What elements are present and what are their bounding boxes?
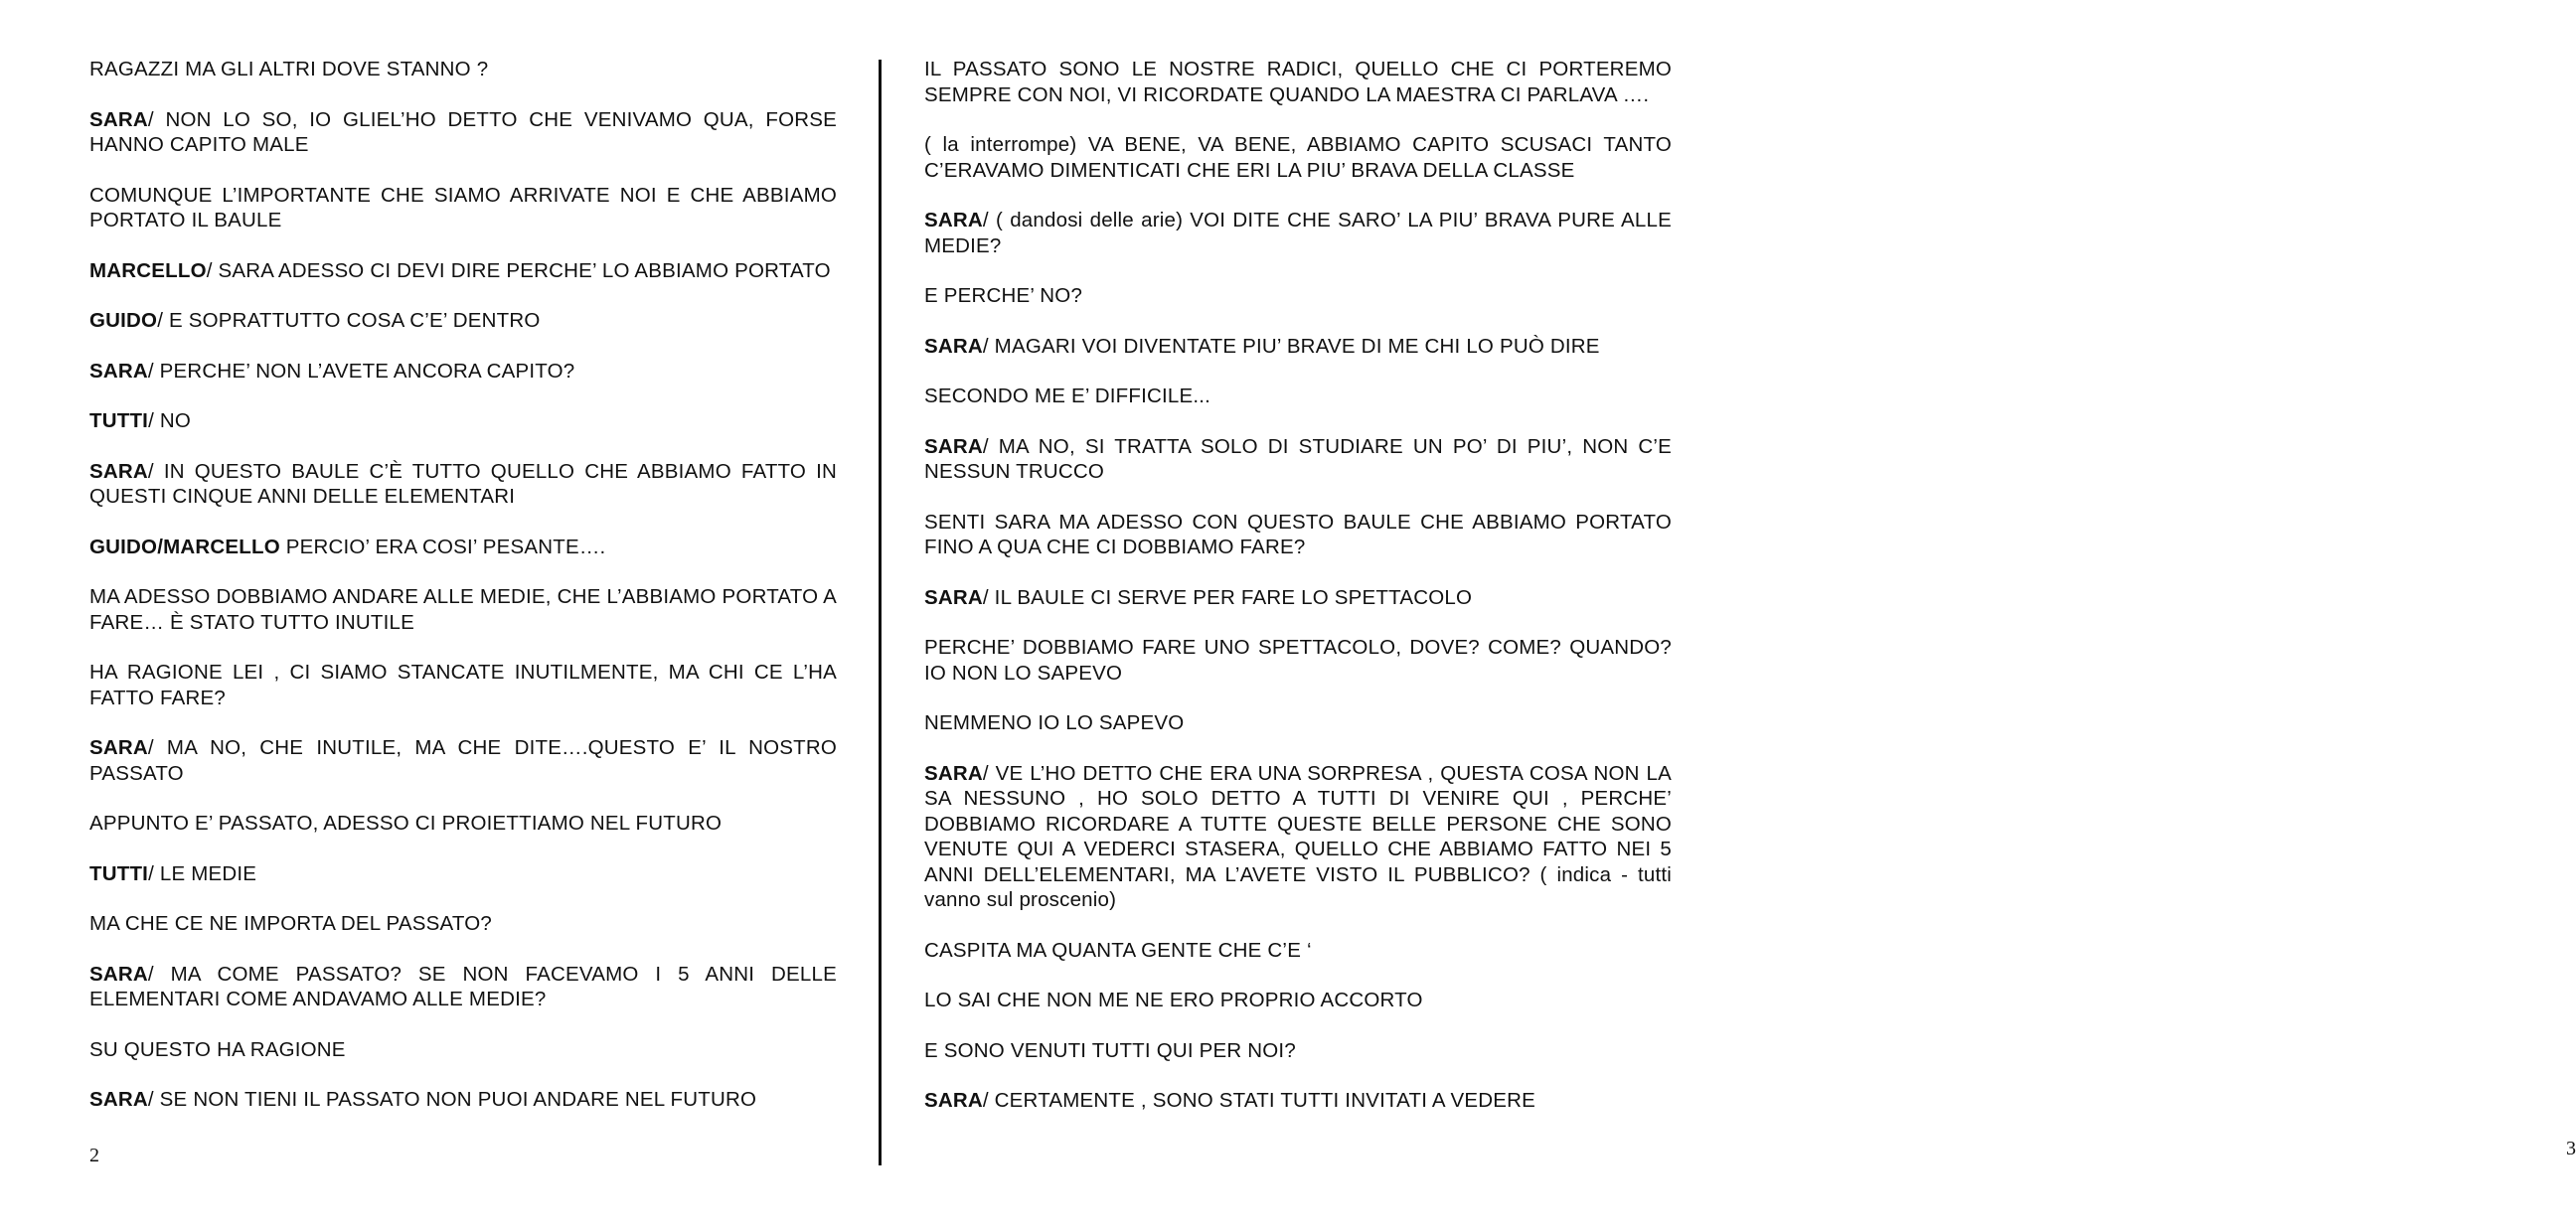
script-line xyxy=(924,1088,1672,1114)
speaker-name: SARA xyxy=(89,107,148,131)
line-text: PERCHE’ DOBBIAMO FARE UNO SPETTACOLO, DOVE? COME? QUANDO? IO NON LO SAPEVO xyxy=(924,636,1672,685)
line-text: / NON LO SO, IO GLIEL’HO DETTO CHE VENIVAMO QUA, FORSE HANNO CAPITO MALE xyxy=(89,107,837,156)
line-text: / CERTAMENTE , SONO STATI TUTTI INVITATI A VEDERE xyxy=(982,1089,1536,1112)
script-line xyxy=(924,510,1672,560)
line-text: / ( dandosi delle arie) VOI DITE CHE SARO’ LA PIU’ BRAVA PURE ALLE MEDIE? xyxy=(924,209,1672,257)
line-text: / E SOPRATTUTTO COSA C’E’ DENTRO xyxy=(157,309,541,332)
line-text: PERCIO’ ERA COSI’ PESANTE…. xyxy=(279,535,606,558)
script-line xyxy=(924,434,1672,485)
speaker-name: TUTTI xyxy=(89,861,149,885)
speaker-name: SARA xyxy=(89,962,148,986)
page-number-right: 3 xyxy=(2566,1138,2576,1159)
script-line xyxy=(924,761,1672,913)
script-line xyxy=(89,459,837,510)
script-line xyxy=(89,535,837,560)
line-text: APPUNTO E’ PASSATO, ADESSO CI PROIETTIAMO NEL FUTURO xyxy=(89,812,723,835)
line-text: CASPITA MA QUANTA GENTE CHE C’E ‘ xyxy=(924,938,1312,962)
speaker-name: SARA xyxy=(924,209,983,231)
script-line xyxy=(89,183,837,233)
script-line xyxy=(924,585,1672,611)
left-page xyxy=(0,0,872,1232)
script-line xyxy=(89,359,837,385)
line-text: NEMMENO IO LO SAPEVO xyxy=(924,711,1185,734)
script-line xyxy=(924,710,1672,736)
script-line xyxy=(89,1037,837,1063)
line-text: E PERCHE’ NO? xyxy=(924,284,1083,307)
right-script-column xyxy=(924,57,1672,1139)
script-line xyxy=(89,408,837,434)
line-text: / PERCHE’ NON L’AVETE ANCORA CAPITO? xyxy=(147,359,575,383)
line-text: ( la interrompe) VA BENE, VA BENE, ABBIAMO CAPITO SCUSACI TANTO C’ERAVAMO DIMENTICATI CHE ERI LA PIU’ BRAVA DELLA CLASSE xyxy=(924,133,1672,182)
speaker-name: GUIDO/MARCELLO xyxy=(89,535,280,558)
line-text: / MA NO, SI TRATTA SOLO DI STUDIARE UN PO’ DI PIU’, NON C’E NESSUN TRUCCO xyxy=(924,434,1672,483)
line-text: / MA NO, CHE INUTILE, MA CHE DITE….QUESTO E’ IL NOSTRO PASSATO xyxy=(89,736,837,785)
speaker-name: TUTTI xyxy=(89,409,149,432)
line-text: E SONO VENUTI TUTTI QUI PER NOI? xyxy=(924,1038,1296,1062)
speaker-name: SARA xyxy=(924,761,983,785)
script-line xyxy=(89,861,837,887)
line-text: / SE NON TIENI IL PASSATO NON PUOI ANDARE NEL FUTURO xyxy=(147,1088,757,1111)
script-line xyxy=(89,107,837,158)
speaker-name: GUIDO xyxy=(89,309,158,332)
line-text: / VE L’HO DETTO CHE ERA UNA SORPRESA , QUESTA COSA NON LA SA NESSUNO , HO SOLO DETTO A TUTTI DI VENIRE QUI , PERCHE’ DOBBIAMO RICORDARE A TUTTE QUESTE BELLE PERSONE CHE SONO VENUTE QUI A VEDERCI STASERA, QUELLO CHE ABBIAMO FATTO NEI 5 ANNI DELL’ELEMENTARI, MA L’AVETE VISTO IL PUBBLICO? ( indica - tutti vanno sul proscenio) xyxy=(924,761,1672,911)
line-text: RAGAZZI MA GLI ALTRI DOVE STANNO ? xyxy=(89,58,489,80)
line-text: / IL BAULE CI SERVE PER FARE LO SPETTACOLO xyxy=(982,585,1473,609)
script-line xyxy=(89,258,837,284)
speaker-name: MARCELLO xyxy=(89,258,207,282)
script-line xyxy=(924,938,1672,964)
script-line xyxy=(89,811,837,837)
line-text: / IN QUESTO BAULE C’È TUTTO QUELLO CHE ABBIAMO FATTO IN QUESTI CINQUE ANNI DELLE ELEMENTARI xyxy=(89,459,837,508)
line-text: SECONDO ME E’ DIFFICILE... xyxy=(924,385,1211,407)
script-line xyxy=(924,1038,1672,1064)
speaker-name: SARA xyxy=(89,1088,148,1111)
speaker-name: SARA xyxy=(89,359,148,383)
script-line xyxy=(924,208,1672,258)
line-text: / MA COME PASSATO? SE NON FACEVAMO I 5 ANNI DELLE ELEMENTARI COME ANDAVAMO ALLE MEDIE? xyxy=(89,962,837,1010)
left-script-column xyxy=(89,57,837,1138)
line-text: MA ADESSO DOBBIAMO ANDARE ALLE MEDIE, CHE L’ABBIAMO PORTATO A FARE… È STATO TUTTO INUTILE xyxy=(89,585,837,634)
script-line xyxy=(924,384,1672,409)
speaker-name: SARA xyxy=(924,585,983,609)
line-text: SU QUESTO HA RAGIONE xyxy=(89,1037,346,1061)
script-line xyxy=(89,911,837,937)
page-number-left: 2 xyxy=(89,1145,99,1166)
line-text: IL PASSATO SONO LE NOSTRE RADICI, QUELLO CHE CI PORTEREMO SEMPRE CON NOI, VI RICORDATE QUANDO LA MAESTRA CI PARLAVA …. xyxy=(924,58,1672,106)
script-line xyxy=(89,660,837,710)
script-line xyxy=(89,962,837,1012)
right-page xyxy=(872,0,2576,1232)
line-text: COMUNQUE L’IMPORTANTE CHE SIAMO ARRIVATE NOI E CHE ABBIAMO PORTATO IL BAULE xyxy=(89,183,837,231)
script-line xyxy=(89,1087,837,1113)
line-text: / MAGARI VOI DIVENTATE PIU’ BRAVE DI ME CHI LO PUÒ DIRE xyxy=(982,334,1600,358)
script-line xyxy=(924,635,1672,686)
speaker-name: SARA xyxy=(924,1089,983,1112)
script-line xyxy=(924,283,1672,309)
script-line xyxy=(924,57,1672,107)
line-text: SENTI SARA MA ADESSO CON QUESTO BAULE CHE ABBIAMO PORTATO FINO A QUA CHE CI DOBBIAMO FARE? xyxy=(924,510,1672,558)
line-text: LO SAI CHE NON ME NE ERO PROPRIO ACCORTO xyxy=(924,989,1423,1011)
speaker-name: SARA xyxy=(89,736,148,759)
script-line xyxy=(89,308,837,334)
script-line xyxy=(89,57,837,82)
script-line xyxy=(924,334,1672,360)
line-text: / LE MEDIE xyxy=(148,861,257,885)
script-line xyxy=(89,584,837,635)
line-text: HA RAGIONE LEI , CI SIAMO STANCATE INUTILMENTE, MA CHI CE L’HA FATTO FARE? xyxy=(89,661,837,709)
speaker-name: SARA xyxy=(89,459,148,483)
script-line xyxy=(89,735,837,786)
line-text: / SARA ADESSO CI DEVI DIRE PERCHE’ LO ABBIAMO PORTATO xyxy=(206,258,831,282)
script-line xyxy=(924,132,1672,183)
speaker-name: SARA xyxy=(924,334,983,358)
line-text: / NO xyxy=(148,409,192,432)
speaker-name: SARA xyxy=(924,434,983,458)
script-line xyxy=(924,988,1672,1013)
line-text: MA CHE CE NE IMPORTA DEL PASSATO? xyxy=(89,912,492,935)
